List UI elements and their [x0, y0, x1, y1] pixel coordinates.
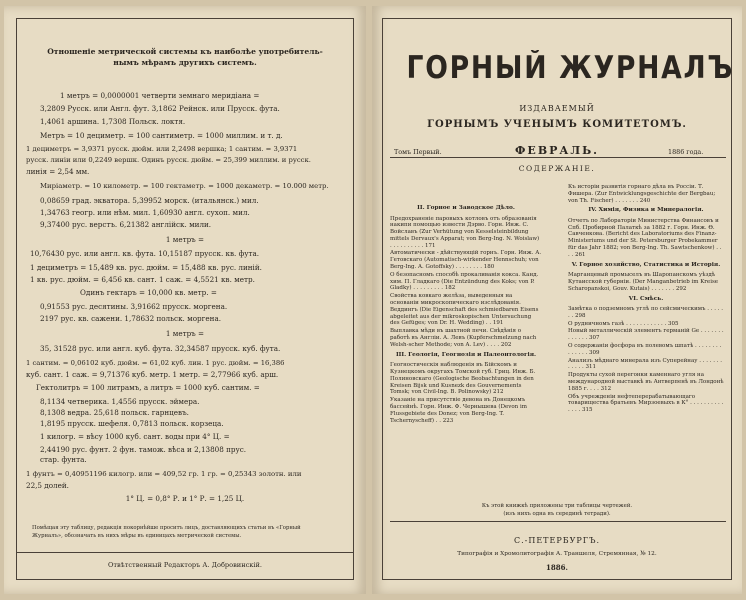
table-line: 2197 рус. кв. сажени. 1,78632 польск. моргена. — [40, 314, 222, 323]
contents-heading: СОДЕРЖАНІЕ. — [518, 164, 596, 173]
toc-entry: Новый металлическій элементъ германій Ge . . . . . . . . . . . . . 307 — [568, 328, 724, 342]
temperature-line: 1° Ц. = 0,8° Р. и 1° Р. = 1,25 Ц. — [125, 494, 245, 503]
header-rule — [390, 157, 726, 158]
toc-entry: Продукты сухой перегонки каменнаго угля на международной выставкѣ въ Антверпенѣ въ Лондонѣ 1885 г. . . . 312 — [568, 372, 724, 392]
toc-section-heading: III. Геологія, Геогнозія и Палеонтологія. — [395, 351, 537, 358]
table-line: Гектолитръ = 100 литрамъ, а литръ = 1000 куб. сантим. = — [36, 383, 260, 392]
toc-section-heading: II. Горное и Заводское Дѣло. — [417, 205, 515, 211]
toc-entry: Марганцевый промыселъ въ Шаропанскомъ уѣздѣ Кутаисской губерніи. (Der Manganbetrieb im Kreise Scharopanskoi, Gouv. Kutais) . . . . . . . 292 — [568, 272, 719, 292]
toc-entry: Указаніе на присутствіе девона въ Донецкомъ бассейнѣ. Горн. Инж. Ф. Чернышева (Devon im Flussgebiete des Donez; von Berg-Ing. T. Tschernyscheff) . . 223 — [390, 397, 527, 424]
toc-entry: Предохраненіе паровыхъ котловъ отъ образованія накипи помощью извести Дэрво. Горн. Инж. С. Войславъ (Zur Verhütung von Kesselsteinbildung mittels Dervaux's Apparat; von Berg-Ing. N. Woislaw) . . . . . . . . . . 171 — [390, 215, 540, 249]
table-line: 22,5 долей. — [26, 481, 69, 490]
table-line: 2,44190 рус. фунт. 2 фун. тамож. вѣса и 2,13808 прус. — [40, 445, 247, 454]
publisher-name: ГОРНЫМЪ УЧЕНЫМЪ КОМИТЕТОМЪ. — [427, 119, 687, 130]
printer-line: Типографія и Хромолитографія А. Траншеля, Стремянная, № 12. — [457, 551, 657, 557]
volume-label: Томъ Первый. — [394, 148, 442, 156]
toc-section-heading: VI. Смѣсь. — [628, 295, 664, 302]
issue-month: ФЕВРАЛЬ. — [515, 144, 599, 157]
toc-section-heading: V. Горное хозяйство, Статистика и Исторія. — [571, 261, 721, 268]
plates-note-line-2: (изъ нихъ одна въ серединѣ тетради). — [503, 511, 611, 517]
table-line: 1 метръ = — [165, 235, 205, 244]
footer-rule — [390, 521, 726, 522]
table-line: 1,8195 прусск. шефеля. 0,7813 польск. корзеца. — [40, 419, 224, 428]
toc-entry: Къ исторіи развитія горнаго дѣла въ Россіи. Т. Фишера. (Zur Entwicklungsgeschichte der Bergbau; von Th. Fischer) . . . . . . . 240 — [568, 184, 716, 204]
toc-entry: Объ учрежденіи нефтеперерабатывающаго товарищества братьевъ Мирзоевыхъ в К° . . . . . . . . . . . . . . 315 — [568, 393, 724, 414]
toc-entry: О содержаніи фосфора въ полевомъ шпатѣ . . . . . . . . . . . . . . 309 — [568, 343, 722, 356]
publisher-line: ИЗДАВАЕМЫЙ — [519, 104, 595, 113]
table-line: 1 фунтъ = 0,40951196 килогр. или = 409,52 гр. 1 гр. = 0,25343 золотн. или — [26, 470, 302, 478]
toc-entry: Свойства ковкаго желѣза, выведенныя на основаніи микроскопическаго изслѣдованія. Веддингъ (Die Eigenschaft des schmiedbaren Eisens abgeleitet aus der mikroskopischen Untersuchung des Gefüges; von Dr. H. Wedding) . . 191 — [390, 293, 539, 327]
note-line-2: Журналъ», обозначать въ нихъ мѣры въ единицахъ метрической системы. — [32, 533, 242, 539]
table-line: 1,4061 аршина. 1,7308 Польск. локтя. — [40, 117, 186, 126]
table-line: 1 сантим. = 0,06102 куб. дюйм. = 61,02 куб. лин. 1 рус. дюйм. = 16,386 — [26, 359, 285, 367]
table-line: 0,91553 рус. десятины. 3,91662 прусск. моргена. — [40, 302, 228, 311]
toc-entry: Выплавка мѣди въ шахтной печи. Свѣдѣнія о работѣ въ Англіи. А. Левъ (Kupferschmelzung nach Welsh-scher Methode; von A. Lev) . . . . 202 — [390, 328, 537, 348]
table-line: 9,37400 рус. верстъ. 6,21382 англійск. мили. — [40, 220, 212, 229]
title-line-2: нымъ мѣрамъ другихъ системъ. — [113, 58, 257, 67]
right-page — [372, 6, 742, 594]
toc-section-heading: IV. Химія, Физика и Минералогія. — [588, 207, 704, 214]
table-line: 0,08659 град. экватора. 5,39952 морск. (итальянск.) мил. — [40, 196, 259, 205]
table-line: куб. сант. 1 саж. = 9,71376 куб. метр. 1 метр. = 2,77966 куб. арш. — [26, 370, 279, 379]
table-line: 10,76430 рус. или англ. кв. фута. 10,15187 прусск. кв. фута. — [30, 249, 260, 258]
meter-definition: 1 метръ = 0,0000001 четверти земнаго меридіана = — [60, 91, 260, 100]
table-line: 1 метръ = — [165, 329, 205, 338]
table-line: линія = 2,54 мм. — [26, 167, 90, 176]
plates-note-line-1: Къ этой книжкѣ приложены три таблицы чертежей. — [481, 503, 633, 509]
table-line: стар. фунта. — [40, 455, 87, 464]
toc-entry: О безопасномъ способѣ прокаливанія кокса. Канд. хим. П. Гладкаго (Die Entzündung des Koks; von P. Gladky) . . . . . . . . . 182 — [390, 271, 539, 292]
responsible-editor: Отвѣтственный Редакторъ А. Добровинскій. — [107, 561, 263, 569]
table-line: Миріаметр. = 10 километр. = 100 гектаметр. = 1000 декаметр. = 10.000 метр. — [40, 182, 329, 190]
left-page — [4, 6, 366, 594]
table-line: 1 дециметръ = 3,9371 русск. дюйм. или 2,2498 вершка; 1 сантим. = 3,9371 — [26, 145, 298, 153]
table-line: 8,1308 ведра. 25,618 польск. гарнцевъ. — [40, 408, 189, 417]
toc-entry: Автоматически - дѣйствующій горнъ. Горн. Инж. А. Гетовскаго (Automatisch-wirkender Hennschuh; von Berg-Ing. A. Gotoffsky) . . . . . . . . 180 — [390, 250, 542, 271]
toc-entry: Замѣтка о подземномъ углѣ по сейсмическимъ . . . . . . . 298 — [568, 306, 724, 319]
table-line: 8,1134 четверика. 1,4556 прусск. эймера. — [40, 397, 200, 406]
toc-entry: Геогностическія наблюденія въ Бійскомъ и Кузнецкомъ округахъ Томской губ. Гриц. Инж. Б. Полиновскаго (Geologische Beobachtungen in den Kreisen Bijsk und Kusnezk des Gouvernements Tomsk; von Civil-Ing. B. Polinowsky) 212 — [390, 362, 536, 396]
note-line-1: Помѣщая эту таблицу, редакція покорнѣйше проситъ лицъ, доставляющихъ статьи въ «Горный — [32, 525, 301, 531]
conversion-table-title — [18, 46, 352, 68]
toc-entry: Анализъ мѣднаго минерала изъ Суперейнау . . . . . . . . . . . . 311 — [568, 357, 722, 371]
toc-entry: О рудничномъ газѣ . . . . . . . . . . . . 305 — [568, 320, 679, 327]
toc-right-column — [568, 184, 724, 415]
table-line: 35, 31528 рус. или англ. куб. фута. 32,34587 прусск. куб. фута. — [40, 344, 281, 353]
table-line: 3,2809 Русск. или Англ. фут. 3,1862 Рейнск. или Прусск. фута. — [40, 104, 280, 113]
footer-rule — [16, 552, 354, 553]
table-line: Метръ = 10 дециметр. = 100 сантиметр. = 1000 миллим. и т. д. — [40, 131, 283, 140]
table-line: 1 дециметръ = 15,489 кв. рус. дюйм. = 15,488 кв. рус. линій. — [30, 263, 262, 272]
table-line: 1 кв. рус. дюйм. = 6,456 кв. сант. 1 саж. = 4,5521 кв. метр. — [30, 275, 255, 284]
table-line: русск. линіи или 0,2249 вершк. Одинъ русск. дюйм. = 25,399 миллим. и русск. — [26, 156, 311, 164]
toc-entry: Отчетъ по Лабораторіи Министерства Финансовъ и Спб. Пробирной Палаткѣ за 1882 г. Горн. Инж. Θ. Савченкова. (Bericht des Laboratoriums des Finanz-Ministeriums und der St. Petersburger Probekammer für das Jahr 1882; von Berg-Ing. Th. Sawtschenkow) . . . . 261 — [568, 217, 722, 258]
editorial-note — [32, 524, 301, 540]
plates-note — [382, 502, 732, 518]
issue-year: 1886 года. — [668, 148, 704, 156]
publication-city: С.-ПЕТЕРБУРГЪ. — [514, 536, 600, 545]
table-line: Одинъ гектаръ = 10,000 кв. метр. = — [80, 288, 217, 297]
table-line: 1,34763 геогр. или нѣм. мил. 1,60930 англ. сухоп. мил. — [40, 208, 250, 217]
title-line-1: Отношеніе метрической системы къ наиболѣе употребитель- — [47, 47, 323, 56]
journal-title: ГОРНЫЙ ЖУРНАЛЪ — [406, 50, 735, 86]
table-line: 1 килогр. = вѣсу 1000 куб. сант. воды при 4° Ц. = — [40, 432, 230, 441]
publication-year: 1886. — [546, 563, 568, 572]
toc-left-column — [390, 202, 542, 425]
